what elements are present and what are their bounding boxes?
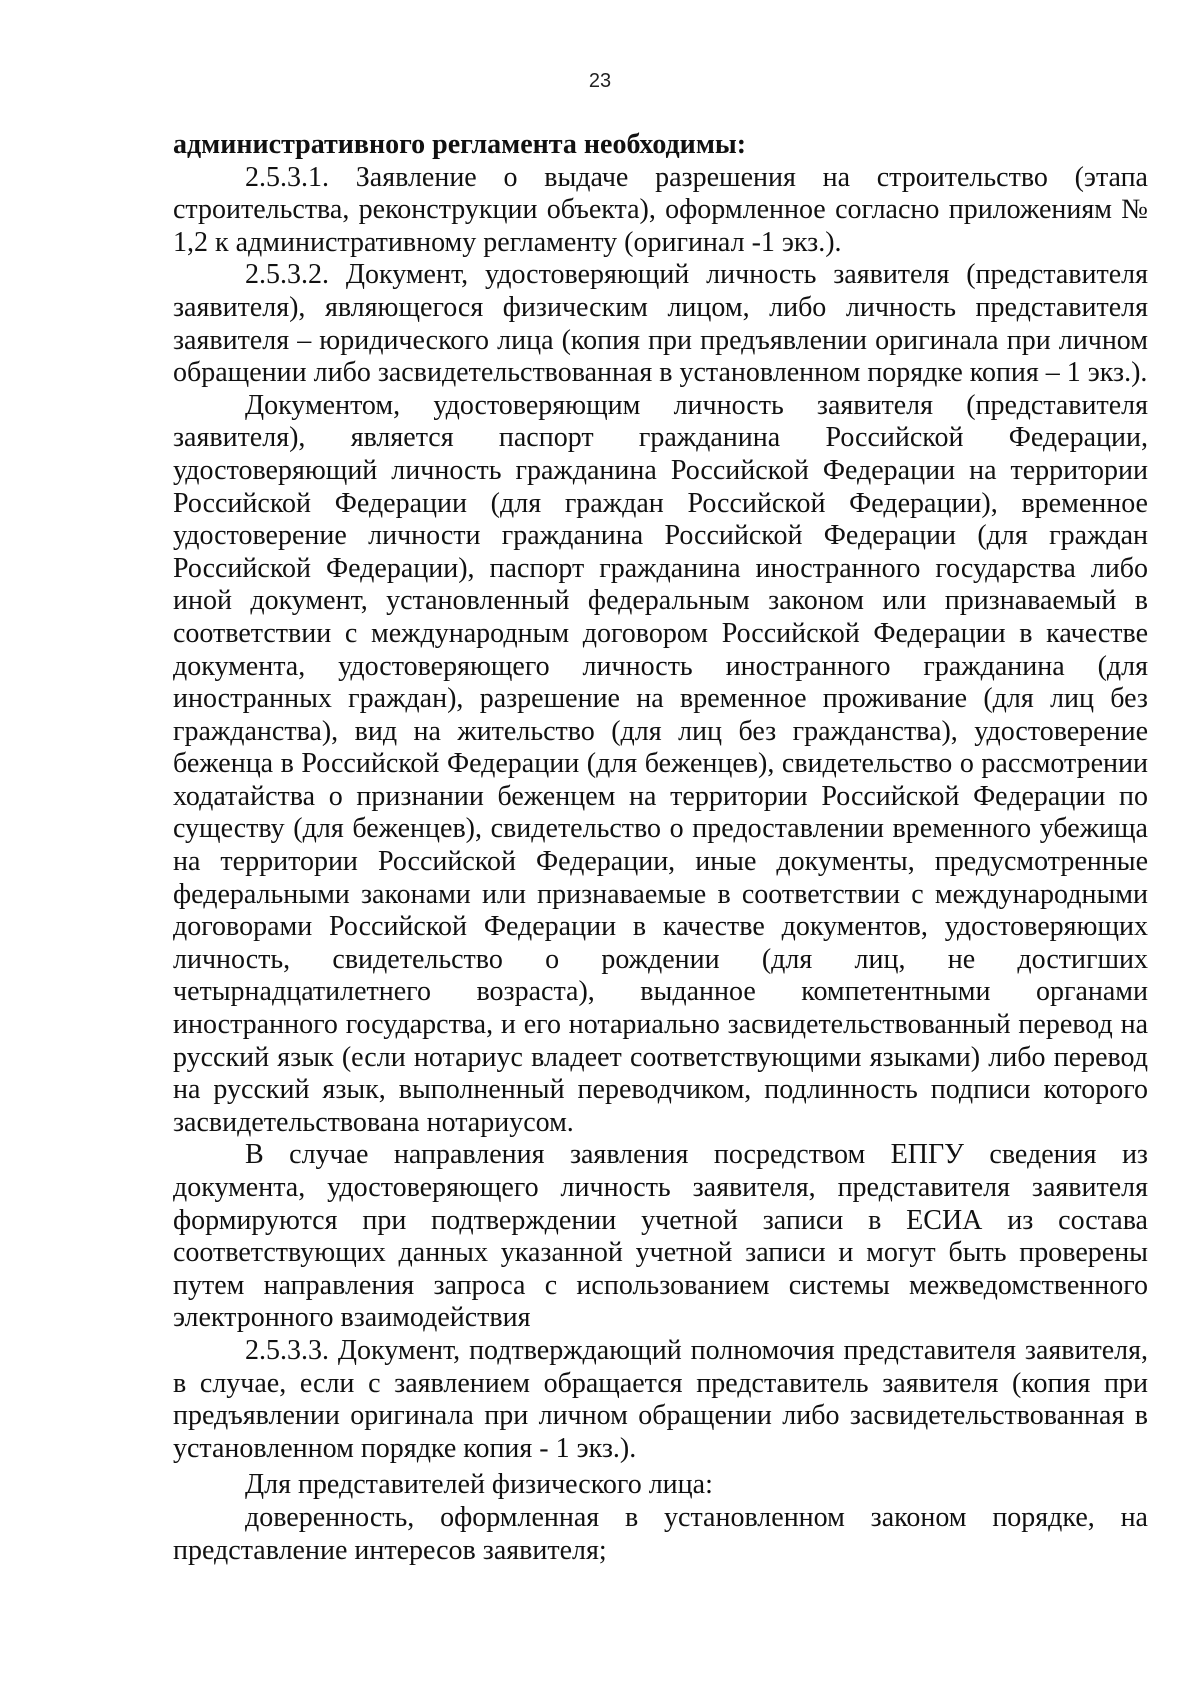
paragraph-power-of-attorney: доверенность, оформленная в установленном законом порядке, на представление интересов заявителя;: [173, 1501, 1148, 1566]
document-body: [173, 129, 1148, 1567]
paragraph-2-5-3-1: 2.5.3.1. Заявление о выдаче разрешения на строительство (этапа строительства, реконструкции объекта), оформленное согласно приложениям № 1,2 к административному регламенту (оригинал -1 экз.).: [173, 161, 1148, 258]
paragraph-epgu-submission: В случае направления заявления посредством ЕПГУ сведения из документа, удостоверяющего личность заявителя, представителя заявителя формируются при подтверждении учетной записи в ЕСИА из состава соответствующих данных указанной учетной записи и могут быть проверены путем направления запроса с использованием системы межведомственного электронного взаимодействия: [173, 1139, 1148, 1334]
paragraph-identity-documents: Документом, удостоверяющим личность заявителя (представителя заявителя), является паспорт гражданина Российской Федерации, удостоверяющий личность гражданина Российской Федерации на территории Российской Федерации (для граждан Российской Федерации), временное удостоверение личности гражданина Российской Федерации (для граждан Российской Федерации), паспорт гражданина иностранного государства либо иной документ, установленный федеральным законом или признаваемый в соответствии с международным договором Российской Федерации в качестве документа, удостоверяющего личность иностранного гражданина (для иностранных граждан), разрешение на временное проживание (для лиц без гражданства), вид на жительство (для лиц без гражданства), удостоверение беженца в Российской Федерации (для беженцев), свидетельство о рассмотрении ходатайства о признании беженцем на территории Российской Федерации по существу (для беженцев), свидетельство о предоставлении временного убежища на территории Российской Федерации, иные документы, предусмотренные федеральными законами или признаваемые в соответствии с международными договорами Российской Федерации в качестве документов, удостоверяющих личность, свидетельство о рождении (для лиц, не достигших четырнадцатилетнего возраста), выданное компетентными органами иностранного государства, и его нотариально засвидетельствованный перевод на русский язык (если нотариус владеет соответствующими языками) либо перевод на русский язык, выполненный переводчиком, подлинность подписи которого засвидетельствована нотариусом.: [173, 389, 1148, 1138]
paragraph-2-5-3-2: 2.5.3.2. Документ, удостоверяющий личность заявителя (представителя заявителя), являющегося физическим лицом, либо личность представителя заявителя – юридического лица (копия при предъявлении оригинала при личном обращении либо засвидетельствованная в установленном порядке копия – 1 экз.).: [173, 259, 1148, 389]
paragraph-2-5-3-3: 2.5.3.3. Документ, подтверждающий полномочия представителя заявителя, в случае, если с заявлением обращается представитель заявителя (копия при предъявлении оригинала при личном обращении либо засвидетельствованная в установленном порядке копия - 1 экз.).: [173, 1334, 1148, 1464]
page-number: 23: [588, 70, 612, 92]
section-heading-continuation: административного регламента необходимы:: [173, 129, 747, 160]
paragraph-individual-representatives: Для представителей физического лица:: [245, 1469, 713, 1501]
